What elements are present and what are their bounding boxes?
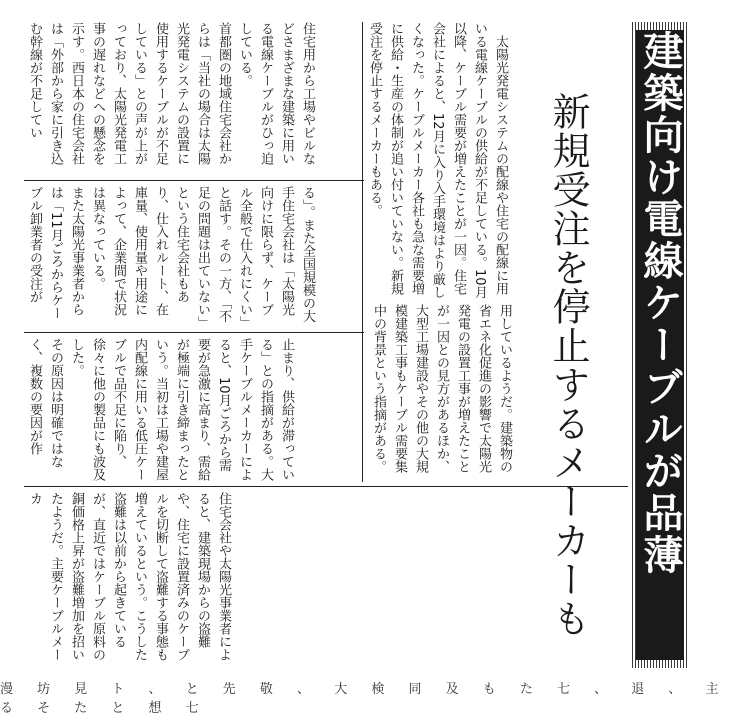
headline-box — [636, 30, 684, 660]
headline: 建築向け電線ケーブルが品薄 — [637, 30, 683, 576]
body-tier-4 — [24, 492, 628, 672]
body-tier-3b: その原因は明確ではなく、複数の要因が作 — [27, 338, 63, 468]
body-tier-1-text — [24, 22, 318, 176]
body-tier-3-text — [24, 338, 297, 482]
body-tier-3 — [24, 338, 360, 482]
body-tier-2b: また太陽光事業者からは「11月ごろからケーブル卸業者の受注が — [27, 186, 84, 320]
body-tier-3a: 止まり、供給が滞っている」との指摘がある。大手ケーブルメーカーによると、10月ごろから需要が急激に高まり、需給が極端に引き締まったという。当初は工場や建屋内配線に用いる低圧ケーブルで品不足に陥り、徐々に他の製品にも波及した。 — [69, 338, 294, 481]
headline-band — [632, 22, 688, 668]
body-tier-2 — [24, 186, 360, 326]
divider — [24, 332, 364, 333]
divider — [24, 486, 628, 487]
column-divider — [362, 22, 363, 482]
body-tier-1a: 住宅用から工場やビルなどさまざまな建築に用いる電線ケーブルがひっ迫している。 — [237, 22, 315, 165]
body-tier-4b-text: 住宅会社や太陽光事業者によると、建築現場からの盗難や、住宅に設置済みのケーブルを切断して盗難する事態も増えているという。こうした盗難は以前から起きているが、直近ではケーブル原料の銅価格上昇が盗難増加を招いたようだ。主要ケーブルメーカ — [27, 492, 231, 661]
body-tier-3-right — [368, 304, 624, 480]
body-tier-1b: 首都圏の地域住宅会社からは「当社の場合は太陽光発電システムの設置に使用するケーブルが不足している」との声が上がっており、太陽光発電工事の遅れなどへの懸念を示す。西日本の住宅会社は「外部から家に引き込む幹線が不足してい — [27, 22, 231, 165]
body-tier-1 — [24, 22, 360, 176]
lead-paragraph: 太陽光発電システムの配線や住宅の配線に用いる電線ケーブルの供給が不足している。10月以降、ケーブル需要が増えたことが一因。住宅会社によると、12月に入り入手環境はより厳しくなった。ケーブルメーカー各社も急な需要増に供給・生産の体制が追い付いていない。新規受注を停止するメーカーもある。 — [367, 22, 508, 299]
body-tier-4-text: 用しているようだ。建築物の省エネ化促進の影響で太陽光発電の設置工事が増えたことが一因との見方があるほか、大型工場建設やその他の大規模建築工事もケーブル需要集中の背景という指摘がある。 — [371, 304, 512, 473]
divider — [24, 180, 364, 181]
subheadline: 新規受注を停止するメーカーも — [546, 92, 590, 638]
lead-area — [364, 22, 520, 302]
body-tier-2a: る」。また全国規模の大手住宅会社は「太陽光向けに限らず、ケーブル全般で仕入れにくい」と話す。その一方、「不足の問題は出ていない」という住宅会社もあり、仕入れルート、在庫量、使用量や用途によって、企業間で状況は異なっている。 — [90, 186, 315, 323]
next-article-cut-text: 漫 坊 見 ト 、 と 先 敬 、 大 検 同 及 も た 七 、 退 、 主 る そ た と 想 七 — [0, 682, 729, 716]
body-tier-2-text — [24, 186, 318, 326]
